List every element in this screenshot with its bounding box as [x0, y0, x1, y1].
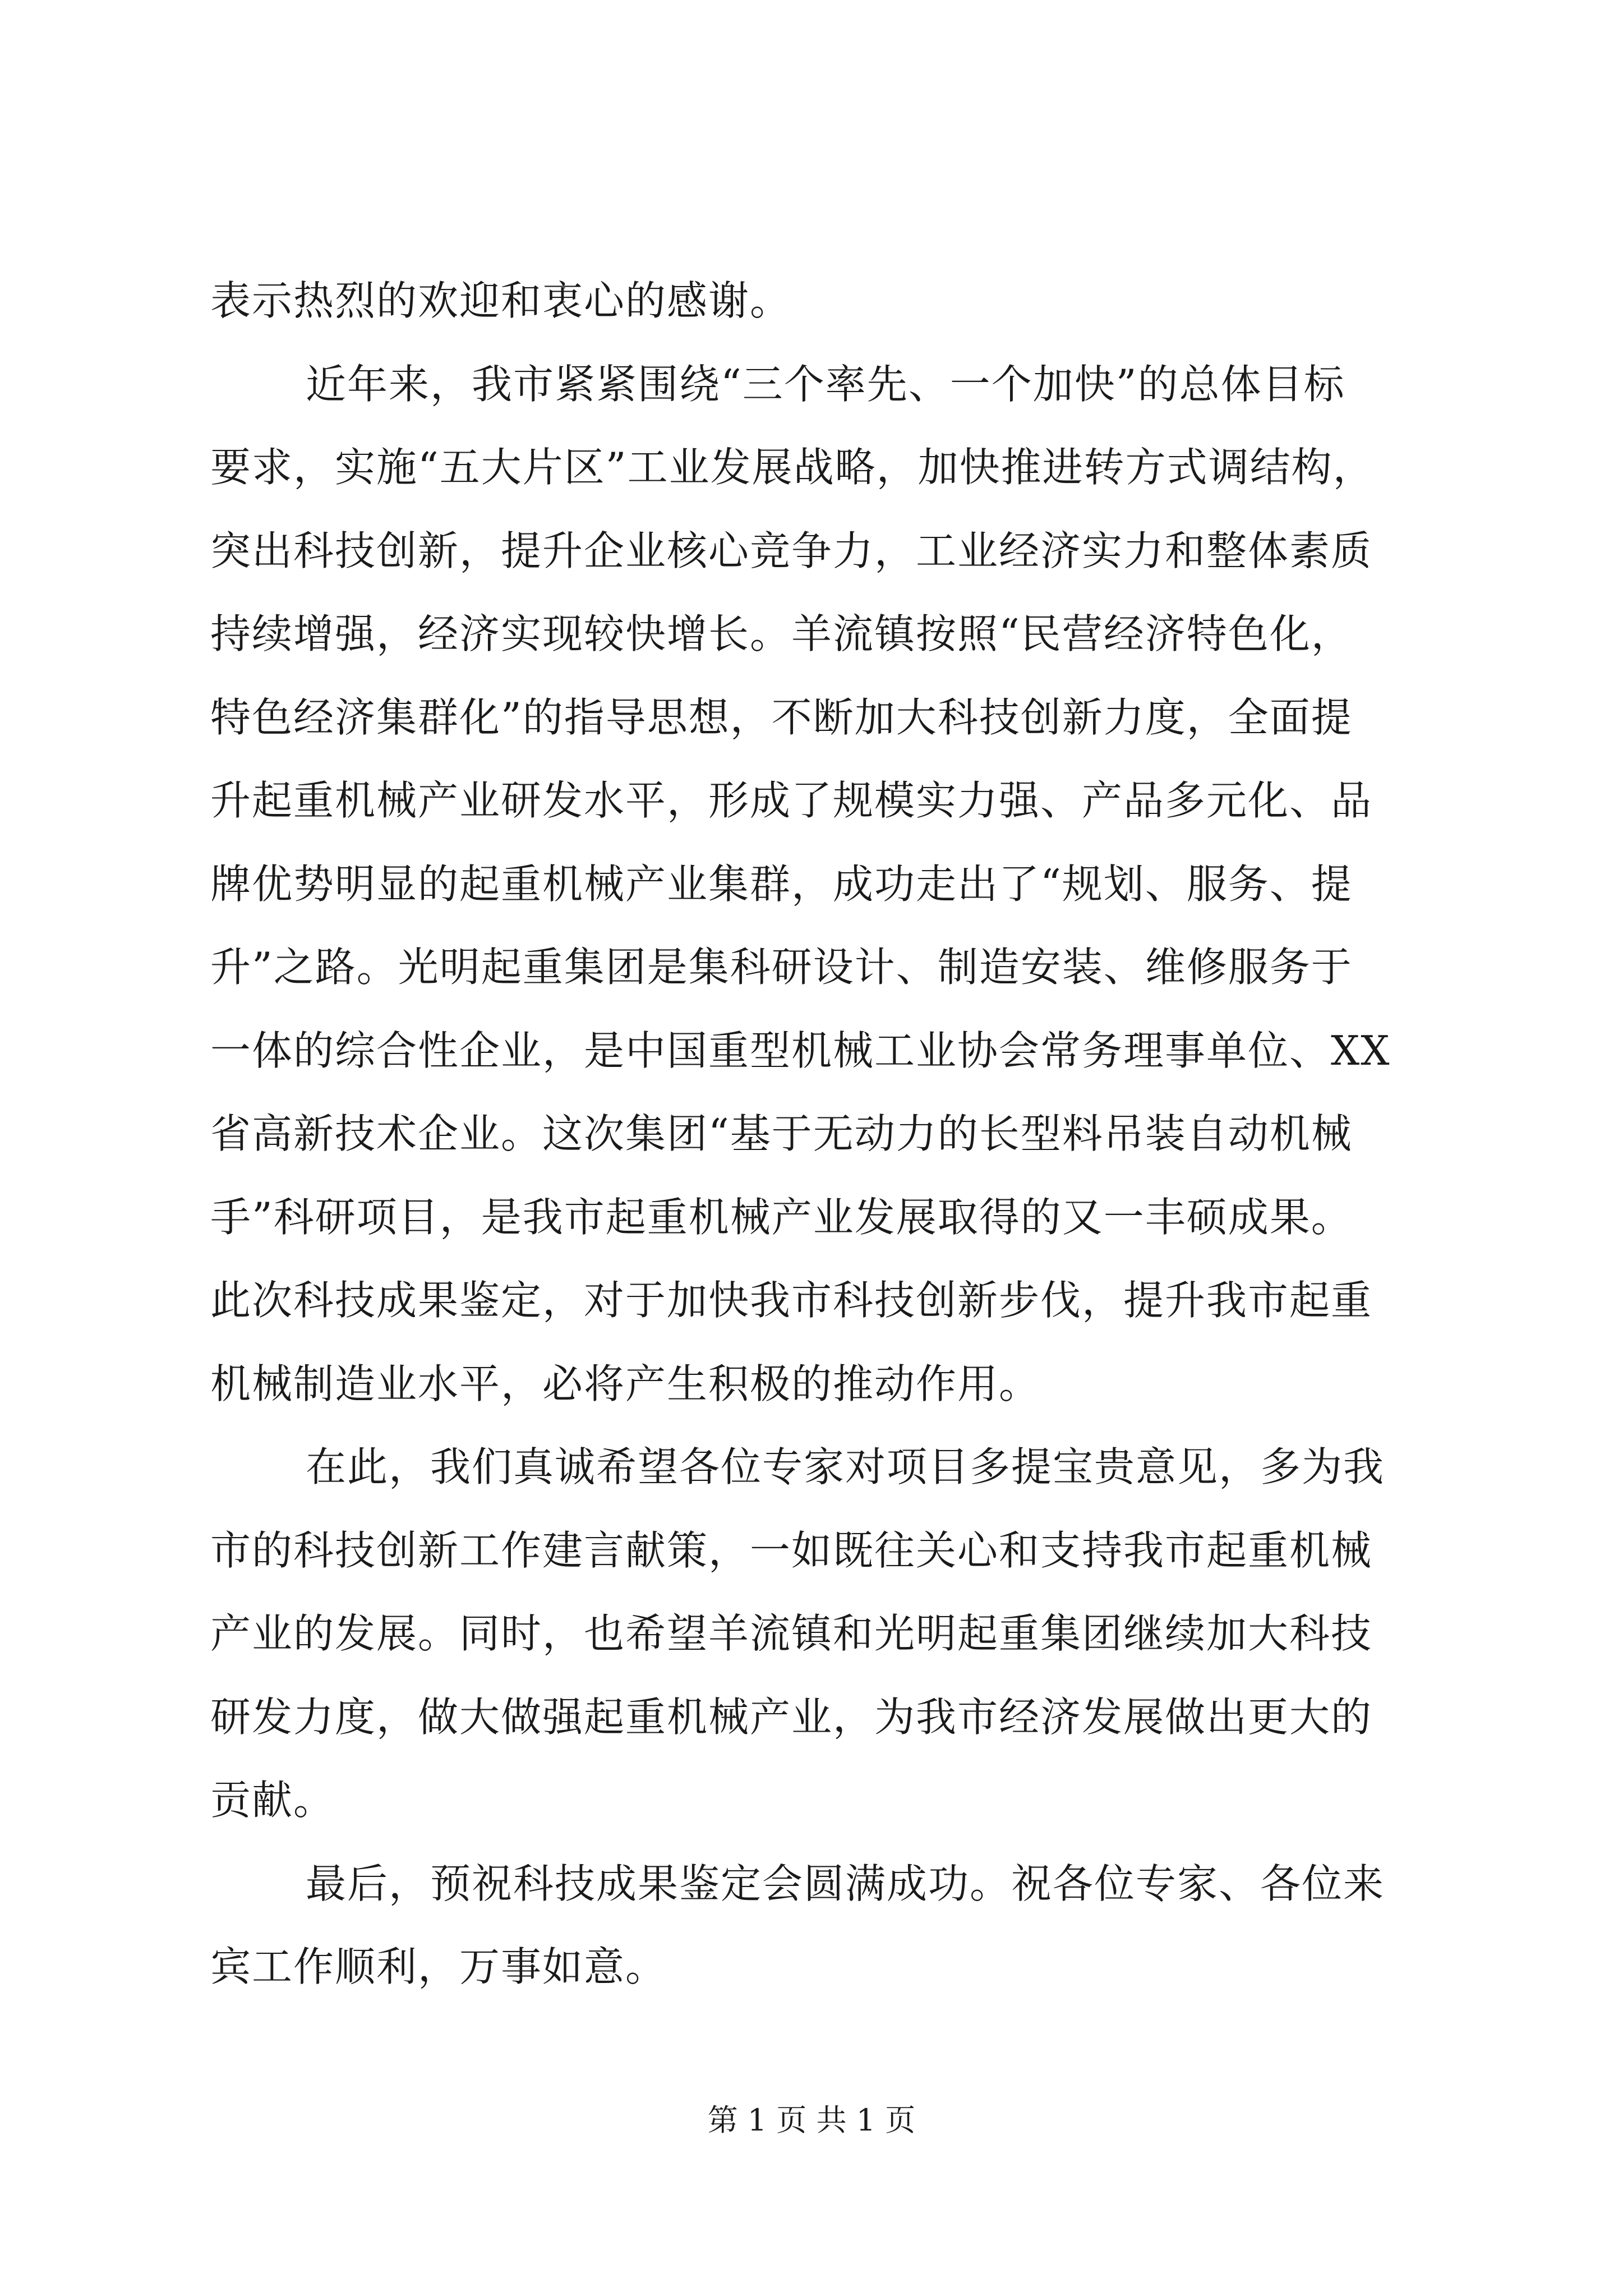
- text-line: 机械制造业水平，必将产生积极的推动作用。: [210, 1360, 1041, 1407]
- text-line: 研发力度，做大做强起重机械产业，为我市经济发展做出更大的: [210, 1693, 1373, 1741]
- text-line: 升起重机械产业研发水平，形成了规模实力强、产品多元化、品: [210, 777, 1373, 824]
- text-line: 突出科技创新，提升企业核心竞争力，工业经济实力和整体素质: [210, 527, 1373, 574]
- text-line: 手”科研项目，是我市起重机械产业发展取得的又一丰硕成果。: [210, 1193, 1353, 1241]
- text-line: 省高新技术企业。这次集团“基于无动力的长型料吊装自动机械: [210, 1110, 1353, 1157]
- text-line: 在此，我们真诚希望各位专家对项目多提宝贵意见，多为我: [306, 1443, 1385, 1490]
- text-line: 宾工作顺利，万事如意。: [210, 1943, 667, 1990]
- text-line: 表示热烈的欢迎和衷心的感谢。: [210, 277, 792, 324]
- text-line: 升”之路。光明起重集团是集科研设计、制造安装、维修服务于: [210, 944, 1353, 991]
- text-line: 产业的发展。同时，也希望羊流镇和光明起重集团继续加大科技: [210, 1610, 1373, 1657]
- text-line: 牌优势明显的起重机械产业集群，成功走出了“规划、服务、提: [210, 860, 1353, 908]
- text-line: 持续增强，经济实现较快增长。羊流镇按照“民营经济特色化，: [210, 610, 1353, 657]
- text-line: 最后，预祝科技成果鉴定会圆满成功。祝各位专家、各位来: [306, 1860, 1385, 1907]
- body-text: [210, 259, 1416, 2009]
- text-line: 贡献。: [210, 1777, 335, 1824]
- text-line: 市的科技创新工作建言献策，一如既往关心和支持我市起重机械: [210, 1526, 1373, 1574]
- text-line: 一体的综合性企业，是中国重型机械工业协会常务理事单位、XX: [210, 1027, 1391, 1074]
- text-line: 特色经济集群化”的指导思想，不断加大科技创新力度，全面提: [210, 693, 1353, 741]
- page-footer: 第 1 页 共 1 页: [707, 2102, 916, 2138]
- text-line: 近年来，我市紧紧围绕“三个率先、一个加快”的总体目标: [306, 360, 1345, 408]
- text-line: 此次科技成果鉴定，对于加快我市科技创新步伐，提升我市起重: [210, 1277, 1373, 1324]
- text-line: 要求，实施“五大片区”工业发展战略，加快推进转方式调结构，: [210, 444, 1375, 491]
